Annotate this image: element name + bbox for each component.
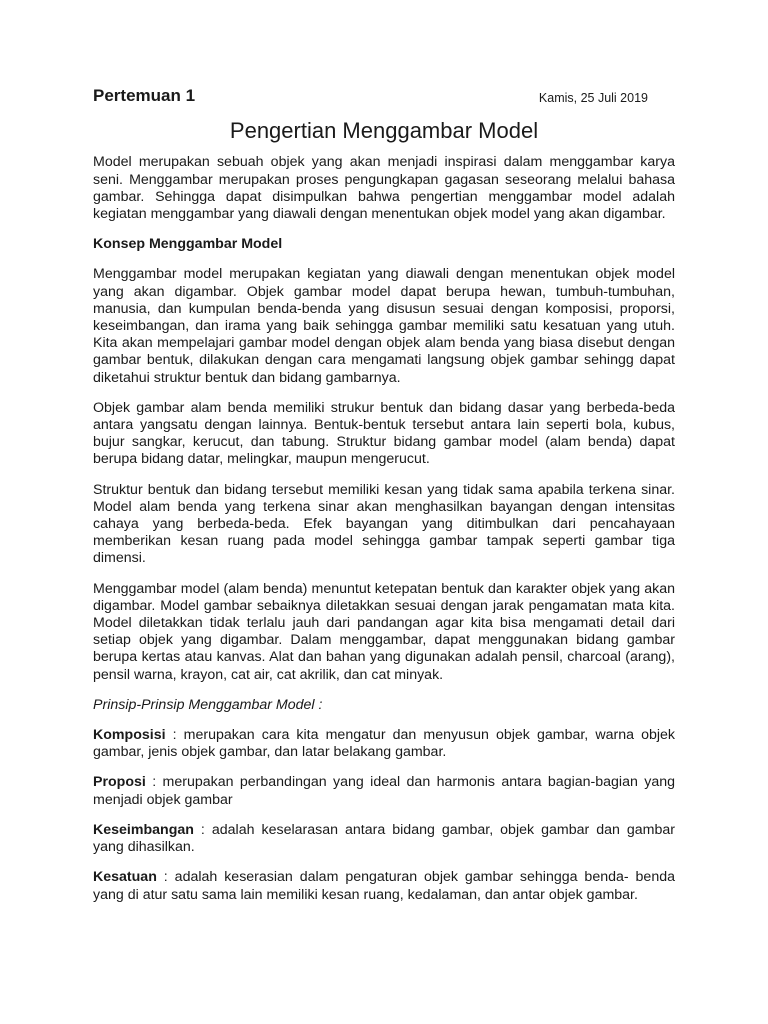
principle-item-unity	[93, 869, 675, 903]
principle-text: : merupakan cara kita mengatur dan menyusun objek gambar, warna objek gambar, jenis objek gambar, dan latar belakang gambar.	[93, 727, 675, 761]
document-header	[93, 86, 675, 108]
principle-term: Kesatuan	[93, 869, 157, 886]
intro-paragraph: Model merupakan sebuah objek yang akan menjadi inspirasi dalam menggambar karya seni. Menggambar merupakan proses pengungkapan gagasan seseorang melalui bahasa gambar. Sehingga dapat disimpulkan bahwa pengertian menggambar model adalah kegiatan menggambar yang diawali dengan menentukan objek model yang akan digambar.	[93, 154, 675, 222]
concept-paragraph-2: Objek gambar alam benda memiliki strukur bentuk dan bidang dasar yang berbeda-beda antara yangsatu dengan lainnya. Bentuk-bentuk tersebut antara lain seperti bola, kubus, bujur sangkar, kerucut, dan tabung. Struktur bidang gambar model (alam benda) dapat berupa bidang datar, melingkar, maupun mengerucut.	[93, 399, 675, 468]
principle-term: Komposisi	[93, 727, 166, 744]
principle-item-composition	[93, 727, 675, 761]
principle-text: : adalah keserasian dalam pengaturan objek gambar sehingga benda- benda yang di atur satu sama lain memiliki kesan ruang, kedalaman, dan antar objek gambar.	[93, 869, 675, 903]
concept-heading: Konsep Menggambar Model	[93, 236, 283, 253]
meeting-label: Pertemuan 1	[93, 86, 196, 105]
concept-paragraph-1: Menggambar model merupakan kegiatan yang diawali dengan menentukan objek model yang akan digambar. Objek gambar model dapat berupa hewan, tumbuh-tumbuhan, manusia, dan kumpulan benda-benda yang disusun sesuai dengan komposisi, proporsi, keseimbangan, dan irama yang baik sehingga gambar memiliki satu kesatuan yang utuh. Kita akan mempelajari gambar model dengan objek alam benda yang biasa disebut dengan gambar bentuk, dilakukan dengan cara mengamati langsung objek gambar sehingg dapat diketahui struktur bentuk dan bidang gambarnya.	[93, 266, 675, 386]
principle-term: Proposi	[93, 774, 146, 791]
principles-heading: Prinsip-Prinsip Menggambar Model :	[93, 696, 323, 713]
principle-text: : adalah keselarasan antara bidang gambar, objek gambar dan gambar yang dihasilkan.	[93, 821, 675, 856]
page-title: Pengertian Menggambar Model	[229, 118, 539, 143]
principle-item-balance	[93, 822, 675, 856]
principle-term: Keseimbangan	[93, 821, 194, 838]
date-label: Kamis, 25 Juli 2019	[538, 91, 648, 105]
concept-paragraph-4: Menggambar model (alam benda) menuntut ketepatan bentuk dan karakter objek yang akan digambar. Model gambar sebaiknya diletakkan sesuai dengan jarak pengamatan mata kita. Model diletakkan tidak terlalu jauh dari pandangan agar kita bisa mengamati detail dari setiap objek yang digambar. Dalam menggambar, dapat menggunakan bidang gambar berupa kertas atau kanvas. Alat dan bahan yang digunakan adalah pensil, charcoal (arang), pensil warna, krayon, cat air, cat akrilik, dan cat minyak.	[93, 580, 675, 683]
principle-text: : merupakan perbandingan yang ideal dan harmonis antara bagian-bagian yang menjadi objek gambar	[93, 774, 675, 808]
principle-item-proportion	[93, 774, 675, 808]
document-page	[93, 86, 675, 917]
concept-paragraph-3: Struktur bentuk dan bidang tersebut memiliki kesan yang tidak sama apabila terkena sinar. Model alam benda yang terkena sinar akan menghasilkan bayangan dengan intensitas cahaya yang berbeda-beda. Efek bayangan yang ditimbulkan dari pencahayaan memberikan kesan ruang pada model sehingga gambar tampak seperti gambar tiga dimensi.	[93, 481, 675, 567]
